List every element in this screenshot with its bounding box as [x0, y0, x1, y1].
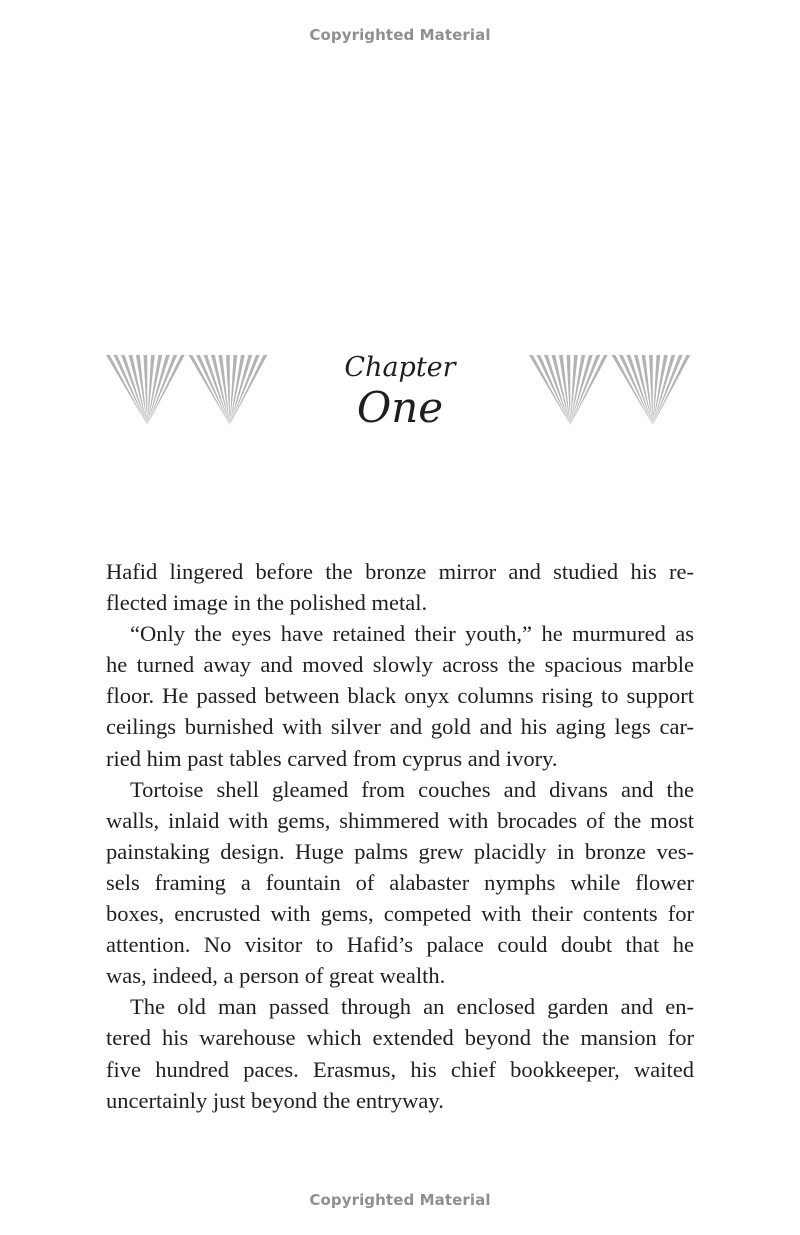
text-line: “Only the eyes have retained their youth,” he murmured as	[130, 621, 694, 647]
text-line: sels framing a fountain of alabaster nymphs while flower	[106, 869, 694, 895]
paragraph-2	[106, 618, 694, 773]
ornament-ray	[567, 355, 571, 425]
ray-ornament-left	[106, 355, 271, 425]
text-line: attention. No visitor to Hafid’s palace could doubt that he	[106, 932, 694, 958]
text-line: he turned away and moved slowly across the spacious marble	[106, 652, 694, 678]
chapter-title	[276, 350, 524, 430]
text-line: ceilings burnished with silver and gold and his aging legs car-	[106, 714, 694, 740]
chapter-body-text	[106, 556, 694, 1116]
text-line: floor. He passed between black onyx columns rising to support	[106, 683, 694, 709]
chapter-number: One	[356, 383, 444, 432]
text-line: was, indeed, a person of great wealth.	[106, 963, 446, 989]
text-line: ried him past tables carved from cyprus and ivory.	[106, 745, 558, 771]
text-line: five hundred paces. Erasmus, his chief bookkeeper, waited	[106, 1056, 694, 1082]
text-line: Tortoise shell gleamed from couches and divans and the	[130, 776, 694, 802]
ornament-ray	[226, 355, 230, 425]
chapter-label: Chapter	[344, 352, 456, 383]
ornament-ray	[144, 355, 148, 425]
copyright-watermark-bottom: Copyrighted Material	[309, 1191, 491, 1209]
text-line: tered his warehouse which extended beyond the mansion for	[106, 1025, 694, 1051]
text-line: Hafid lingered before the bronze mirror and studied his re-	[106, 559, 694, 584]
text-line: walls, inlaid with gems, shimmered with brocades of the most	[106, 807, 694, 833]
ray-ornament-right	[529, 355, 694, 425]
chapter-heading	[106, 350, 694, 430]
text-line: The old man passed through an enclosed garden and en-	[130, 994, 694, 1020]
text-line: flected image in the polished metal.	[106, 590, 428, 616]
paragraph-3	[106, 774, 694, 992]
copyright-watermark-top: Copyrighted Material	[309, 26, 491, 44]
paragraph-4	[106, 991, 694, 1115]
text-line: uncertainly just beyond the entryway.	[106, 1087, 444, 1113]
text-line: painstaking design. Huge palms grew placidly in bronze ves-	[106, 838, 694, 864]
paragraph-1	[106, 556, 694, 618]
ornament-ray	[649, 355, 653, 425]
text-line: boxes, encrusted with gems, competed with their contents for	[106, 901, 694, 927]
